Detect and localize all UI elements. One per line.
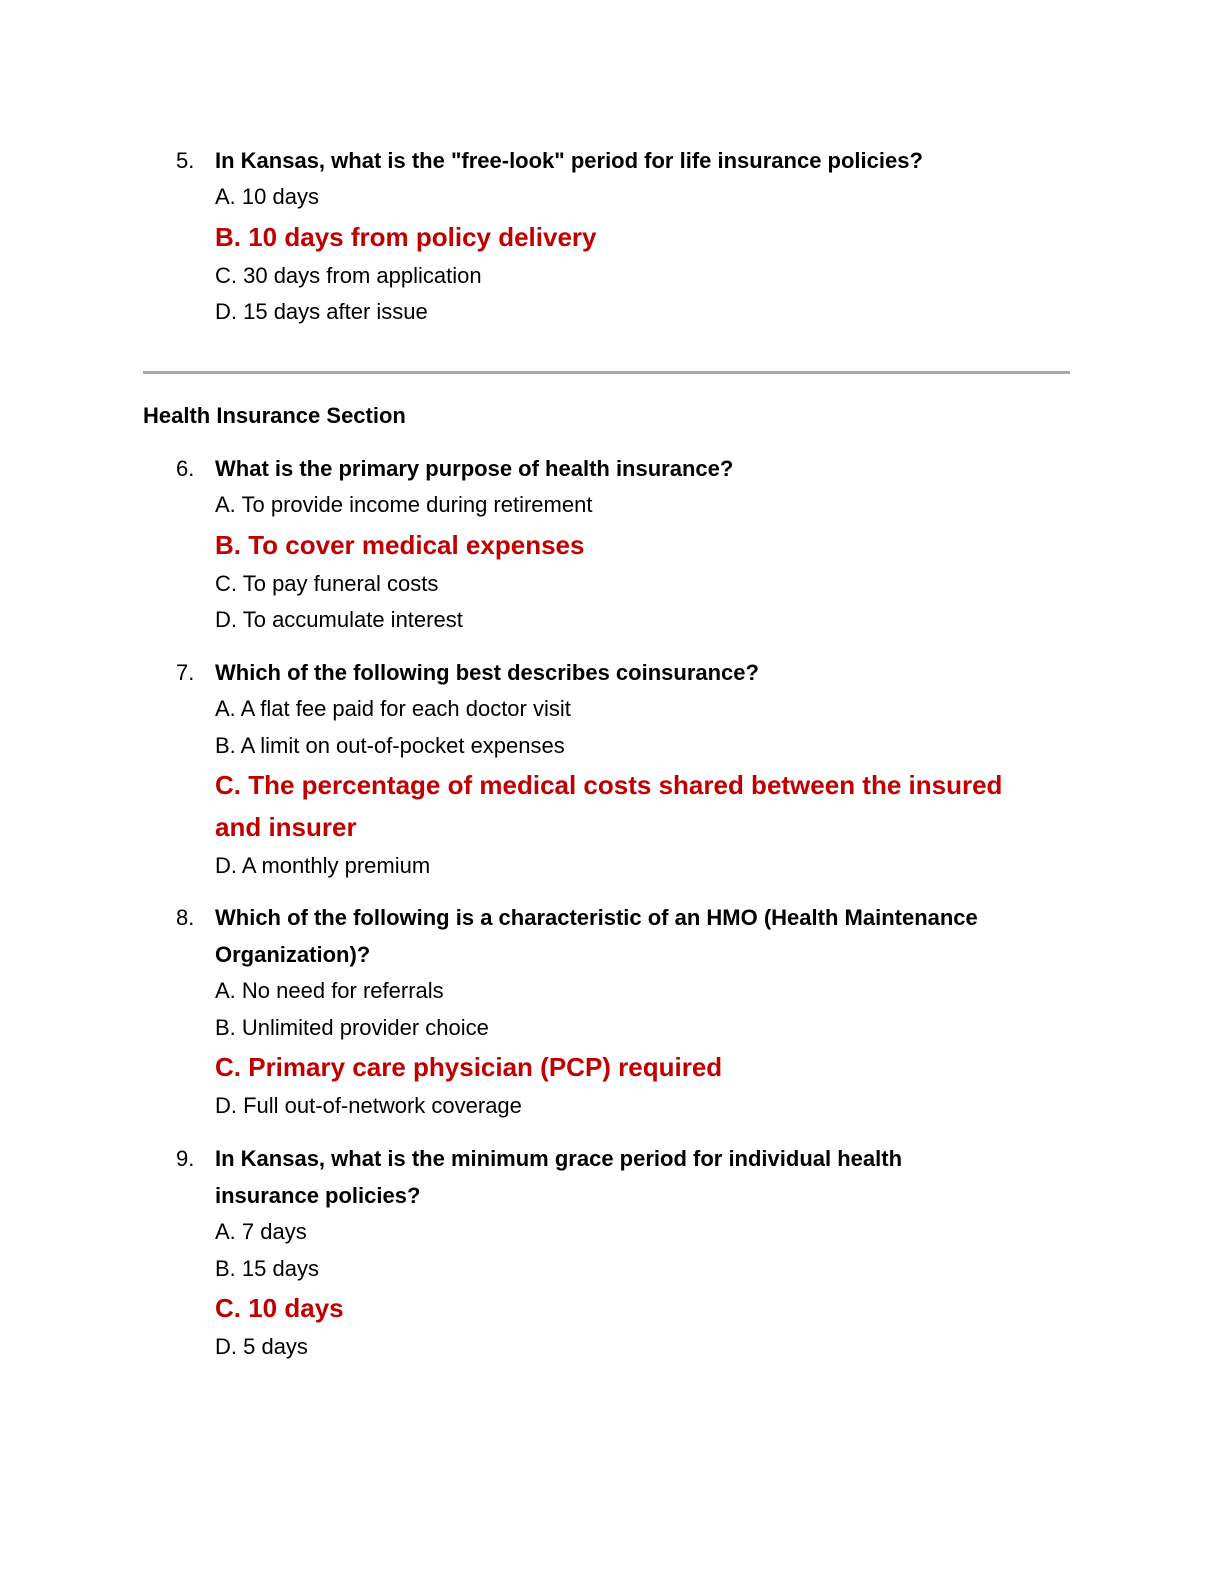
question-number: 9. [176, 1146, 195, 1171]
section-title: Health Insurance Section [143, 403, 406, 428]
option-a: A. No need for referrals [215, 978, 444, 1003]
option-a: A. To provide income during retirement [215, 492, 593, 517]
option-d: D. 5 days [215, 1334, 308, 1359]
option-c-correct-answer: C. 10 days [215, 1293, 344, 1323]
question-7 [0, 654, 1224, 885]
option-b: B. A limit on out-of-pocket expenses [215, 732, 565, 758]
horizontal-divider [143, 371, 1070, 374]
question-number: 8. [176, 905, 195, 930]
option-c-correct-answer: C. The percentage of medical costs shared between the insured and insurer [215, 770, 1003, 842]
question-text: What is the primary purpose of health insurance? [215, 456, 734, 481]
question-5 [0, 142, 1224, 331]
option-d: D. 15 days after issue [215, 299, 428, 324]
option-b-correct-answer: B. To cover medical expenses [215, 529, 585, 560]
question-text: In Kansas, what is the "free-look" period for life insurance policies? [215, 148, 923, 173]
question-number: 5. [176, 148, 195, 173]
question-number: 7. [176, 660, 195, 685]
question-9 [0, 1140, 1224, 1366]
option-a: A. 10 days [215, 184, 319, 209]
option-b: B. 15 days [215, 1255, 319, 1281]
option-d: D. A monthly premium [215, 853, 431, 878]
option-a: A. A flat fee paid for each doctor visit [215, 696, 571, 721]
question-number: 6. [176, 456, 195, 481]
question-text: Which of the following is a characteristic of an HMO (Health Maintenance Organization)? [215, 905, 978, 967]
option-d: D. Full out-of-network coverage [215, 1093, 522, 1118]
option-a: A. 7 days [215, 1219, 307, 1244]
question-text: Which of the following best describes coinsurance? [215, 660, 759, 685]
option-d: D. To accumulate interest [215, 607, 463, 632]
option-c: C. To pay funeral costs [215, 570, 439, 596]
option-b: B. Unlimited provider choice [215, 1014, 489, 1040]
question-text: In Kansas, what is the minimum grace period for individual health insurance policies? [215, 1146, 903, 1208]
option-b-correct-answer: B. 10 days from policy delivery [215, 221, 597, 252]
question-8 [0, 899, 1224, 1125]
question-6 [0, 450, 1224, 639]
option-c-correct-answer: C. Primary care physician (PCP) required [215, 1052, 723, 1082]
option-c: C. 30 days from application [215, 262, 482, 288]
